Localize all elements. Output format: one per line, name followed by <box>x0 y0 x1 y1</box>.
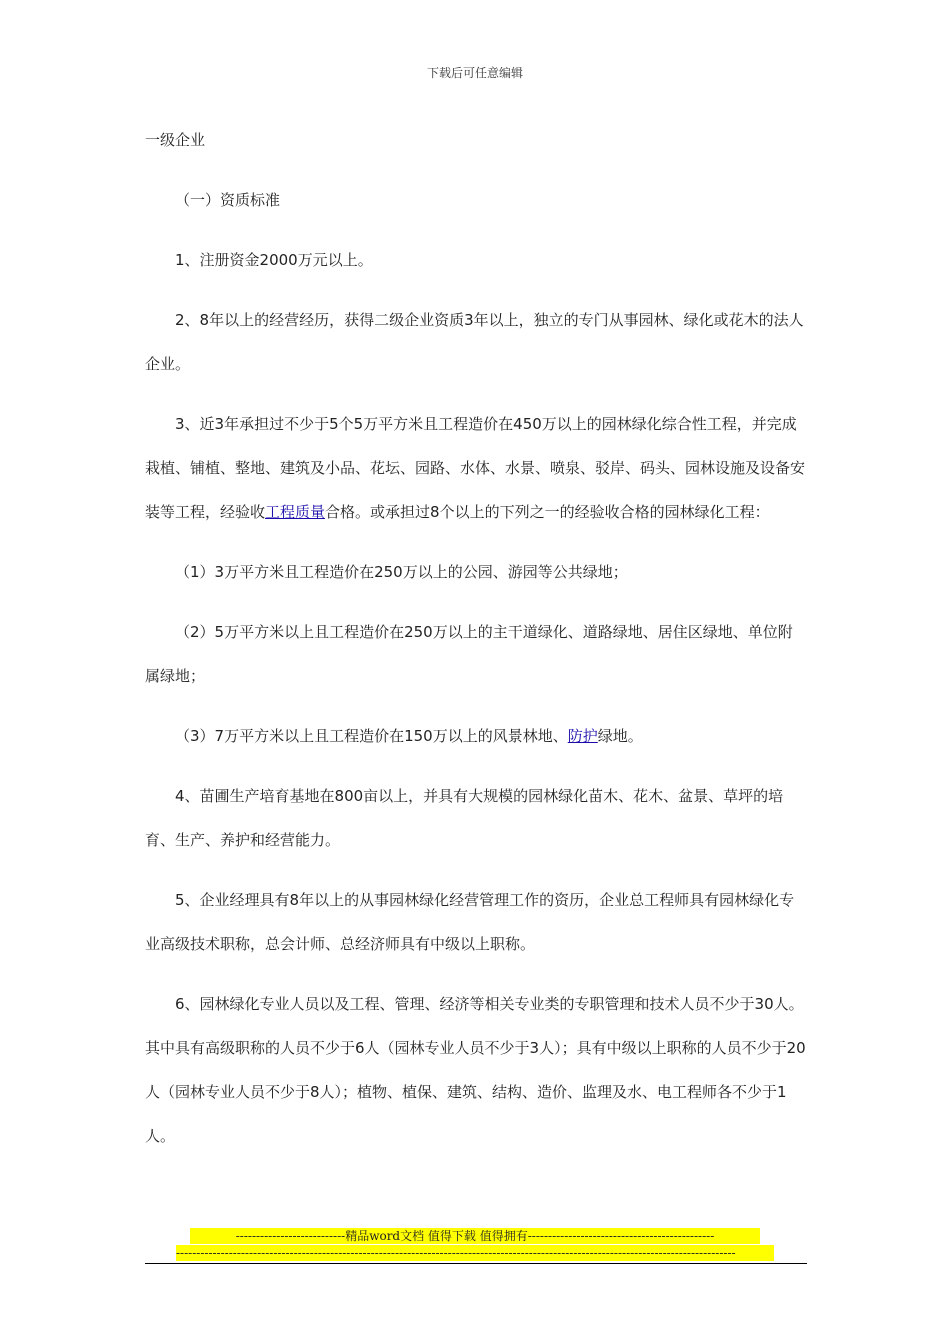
paragraph-3-item-3-text-after: 绿地。 <box>597 727 643 745</box>
footer-highlight-line-1: ---------------------------精品word文档 值得下载 值得拥有---------------------------------------------- <box>190 1228 760 1244</box>
paragraph-3-item-3 <box>145 714 807 758</box>
paragraph-3-item-1: （1）3万平方米且工程造价在250万以上的公园、游园等公共绿地； <box>175 563 628 581</box>
section-title: 一级企业 <box>145 131 206 149</box>
section-subtitle: （一）资质标准 <box>175 191 281 209</box>
document-body <box>145 118 807 1174</box>
paragraph-3-text-before: 3、近3年承担过不少于5个5万平方米且工程造价在450万以上的园林绿化综合性工程，并完成栽植、铺植、整地、建筑及小品、花坛、园路、水体、水景、喷泉、驳岸、码头、园林设施及设备安装等工程，经验收 <box>145 415 806 521</box>
paragraph-3-item-2: （2）5万平方米以上且工程造价在250万以上的主干道绿化、道路绿地、居住区绿地、单位附属绿地； <box>145 623 793 685</box>
paragraph-4: 4、苗圃生产培育基地在800亩以上，并具有大规模的园林绿化苗木、花木、盆景、草坪的培育、生产、养护和经营能力。 <box>145 787 784 849</box>
footer-highlight-line-2: ------------------------------------------------------------------------------------------------------------------------------------------ <box>176 1245 774 1261</box>
engineering-quality-link[interactable]: 工程质量 <box>265 503 326 521</box>
protection-link[interactable]: 防护 <box>567 727 598 745</box>
paragraph-3-item-3-text-before: （3）7万平方米以上且工程造价在150万以上的风景林地、 <box>175 727 568 745</box>
paragraph-2: 2、8年以上的经营经历，获得二级企业资质3年以上，独立的专门从事园林、绿化或花木的法人企业。 <box>145 311 804 373</box>
paragraph-3 <box>145 402 807 534</box>
paragraph-1: 1、注册资金2000万元以上。 <box>175 251 373 269</box>
page-header: 下载后可任意编辑 <box>426 66 523 80</box>
paragraph-5: 5、企业经理具有8年以上的从事园林绿化经营管理工作的资历，企业总工程师具有园林绿化专业高级技术职称，总会计师、总经济师具有中级以上职称。 <box>145 891 795 953</box>
footer-divider <box>145 1263 807 1264</box>
paragraph-6: 6、园林绿化专业人员以及工程、管理、经济等相关专业类的专职管理和技术人员不少于30人。其中具有高级职称的人员不少于6人（园林专业人员不少于3人）；具有中级以上职称的人员不少于20人（园林专业人员不少于8人）；植物、植保、建筑、结构、造价、监理及水、电工程师各不少于1人。 <box>145 995 806 1145</box>
paragraph-3-text-after: 合格。或承担过8个以上的下列之一的经验收合格的园林绿化工程： <box>325 503 770 521</box>
